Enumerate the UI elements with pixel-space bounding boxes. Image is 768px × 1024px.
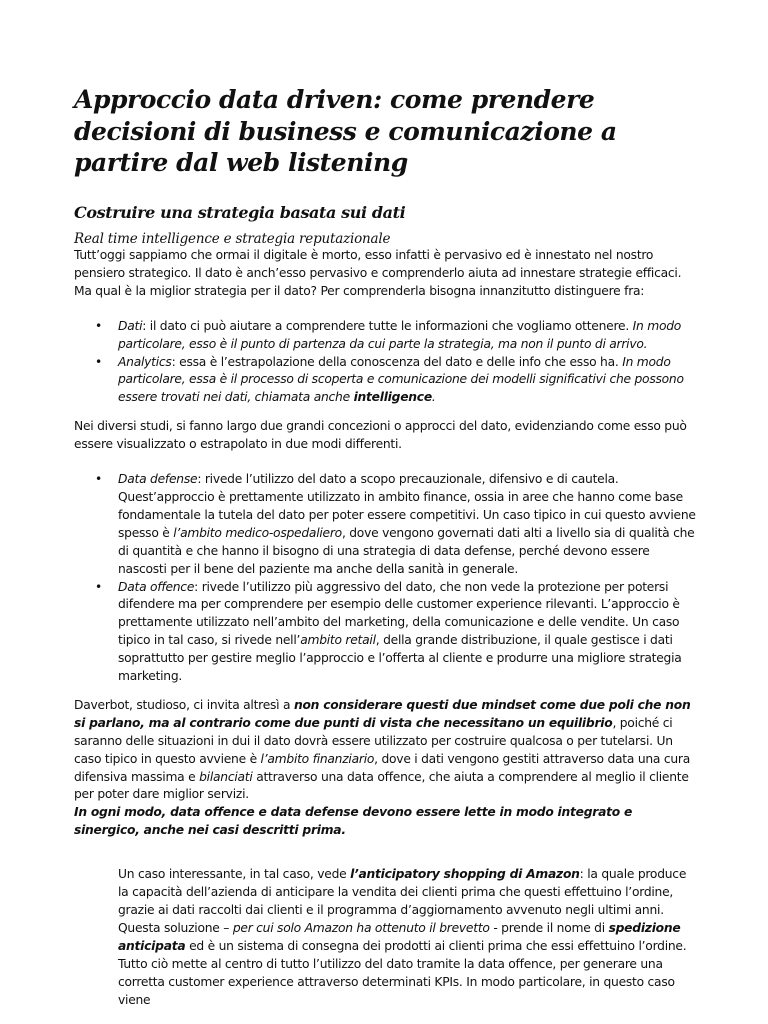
kpi-paragraph: Tutto ciò mette al centro di tutto l’utilizzo del dato tramite la data offence, per generare una corretta customer experience attraverso determinati KPIs. In modo particolare, in questo caso viene [118,956,675,1007]
term-data-offence: Data offence [118,579,195,594]
list-item: • Data defense: rivede l’utilizzo del dato a scopo precauzionale, difensivo e di cautela. Quest’approccio è prettamente utilizzato in ambito finance, ossia in aree che hanno come base fondamentale la tutela del dato per poter essere competitivi. Un caso tipico in cui questo avviene spesso è l’ambito medico-ospedaliero, dove vengono governati dati alti a livello sia di qualità che di quantità e che hanno il bisogno di una strategia di data defense, perché devono essere nascosti per il bene del paziente ma anche della sanità in generale. [95,472,696,576]
daverbot-paragraph: Daverbot, studioso, ci invita altresì a non considerare questi due mindset come due poli che non si parlano, ma al contrario come due punti di vista che necessitano un equilibrio, poiché ci saranno delle situazioni in dui il dato dovrà essere utilizzato per costruire qualcosa o per tutelarsi. Un caso tipico in questo avviene è l’ambito finanziario, dove i dati vengono gestiti attraverso data una cura difensiva massima e bilanciati attraverso una data offence, che aiuta a comprendere al meglio il cliente per poter dare miglior servizi. [74,697,691,802]
approaches-paragraph: Nei diversi studi, si fanno largo due grandi concezioni o approcci del dato, evidenziando come esso può essere visualizzato o estrapolato in due modi differenti. [74,419,687,452]
document-body [74,247,696,1009]
bullet-icon: • [95,579,103,594]
integration-paragraph: In ogni modo, data offence e data defense devono essere lette in modo integrato e sinergico, anche nei casi descritti prima. [74,805,633,838]
bullet-icon: • [95,354,103,369]
page-title: Approccio data driven: come prendere decisioni di business e comunicazione a partire dal web listening [74,85,617,177]
list-item: • Analytics: essa è l’estrapolazione della conoscenza del dato e delle info che esso ha. In modo particolare, essa è il processo di scoperta e comunicazione dei modelli significativi che possono essere trovati nei dati, chiamata anche intelligence. [95,354,684,405]
list-item: • Dati: il dato ci può aiutare a comprendere tutte le informazioni che vogliamo ottenere. In modo particolare, esso è il punto di partenza da cui parte la strategia, ma non il punto di arrivo. [95,318,682,351]
amazon-paragraph: Un caso interessante, in tal caso, vede l’anticipatory shopping di Amazon: la quale produce la capacità dell’azienda di anticipare la vendita dei clienti prima che questi effettuino l’ordine, grazie ai dati raccolti dai clienti e il programma d’aggiornamento avvenuto negli ultimi anni. Questa soluzione – per cui solo Amazon ha ottenuto il brevetto - prende il nome di spedizione anticipata ed è un sistema di consegna dei prodotti ai clienti prima che essi effettuino l’ordine. [118,867,687,953]
term-dati: Dati [118,318,143,333]
section-heading: Costruire una strategia basata sui dati [74,203,406,222]
bullet-list-data-analytics [74,318,696,408]
term-analytics: Analytics [118,354,172,369]
term-data-defense: Data defense [118,472,198,487]
intro-paragraph: Tutt’oggi sappiamo che ormai il digitale è morto, esso infatti è pervasivo ed è innestato nel nostro pensiero strategico. Il dato è anch’esso pervasivo e comprenderlo aiuta ad innestare strategie efficaci. Ma qual è la miglior strategia per il dato? Per comprenderla bisogna innanzitutto distinguere fra: [74,248,682,298]
bullet-list-defense-offence [74,471,696,686]
amazon-case-block [74,866,696,1009]
list-item: • Data offence: rivede l’utilizzo più aggressivo del dato, che non vede la protezione per potersi difendere ma per comprendere per esempio delle customer experience rilevanti. L’approccio è prettamente utilizzato nell’ambito del marketing, della comunicazione e delle vendite. Un caso tipico in tal caso, si rivede nell’ambito retail, della grande distribuzione, il quale gestisce i dati soprattutto per gestire meglio l’approccio e l’offerta al cliente e produrre una migliore strategia marketing. [95,579,682,684]
bullet-icon: • [95,472,103,487]
subsection-heading: Real time intelligence e strategia reputazionale [74,231,391,247]
bullet-icon: • [95,318,103,333]
